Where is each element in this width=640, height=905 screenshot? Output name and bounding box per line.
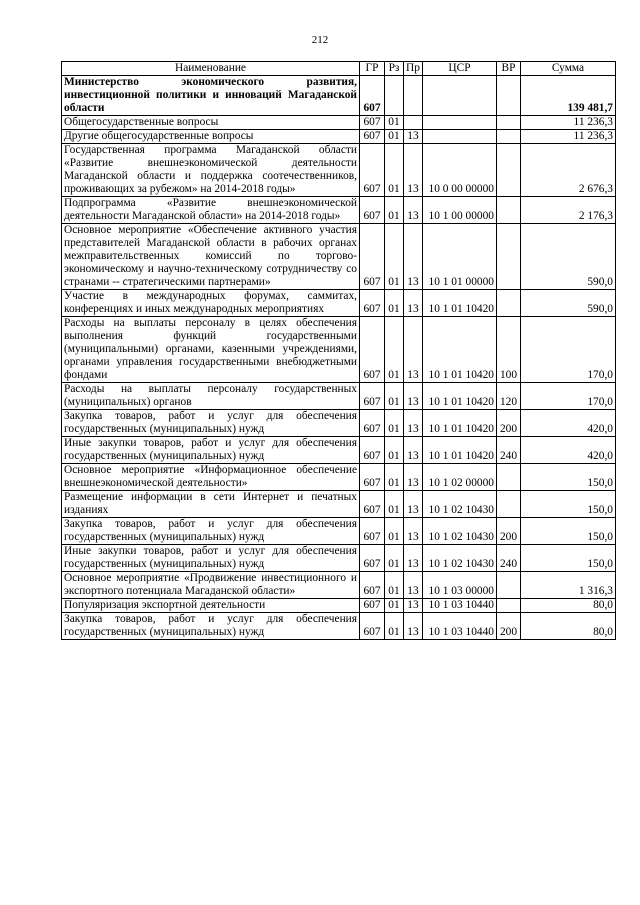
row-csr: 10 1 01 10420 — [423, 437, 497, 464]
row-rz: 01 — [385, 518, 404, 545]
row-sum: 2 676,3 — [521, 144, 616, 197]
row-rz: 01 — [385, 613, 404, 640]
row-gr: 607 — [360, 76, 385, 116]
row-csr: 10 1 01 10420 — [423, 410, 497, 437]
row-csr: 10 1 03 00000 — [423, 572, 497, 599]
table-row — [62, 464, 616, 491]
row-gr: 607 — [360, 410, 385, 437]
table-row — [62, 491, 616, 518]
row-csr: 10 1 01 10420 — [423, 317, 497, 383]
row-sum: 170,0 — [521, 383, 616, 410]
row-name: Расходы на выплаты персоналу государственных (муниципальных) органов — [62, 383, 360, 410]
header-pr: Пр — [404, 62, 423, 76]
row-rz: 01 — [385, 464, 404, 491]
row-sum: 150,0 — [521, 491, 616, 518]
row-rz: 01 — [385, 317, 404, 383]
row-name: Основное мероприятие «Информационное обеспечение внешнеэкономической деятельности» — [62, 464, 360, 491]
row-vr: 200 — [497, 410, 521, 437]
row-pr: 13 — [404, 290, 423, 317]
table-row — [62, 518, 616, 545]
row-csr: 10 1 02 10430 — [423, 518, 497, 545]
row-name: Основное мероприятие «Продвижение инвестиционного и экспортного потенциала Магаданской области» — [62, 572, 360, 599]
row-csr: 10 1 00 00000 — [423, 197, 497, 224]
table-row — [62, 545, 616, 572]
row-vr: 240 — [497, 545, 521, 572]
row-gr: 607 — [360, 317, 385, 383]
row-vr — [497, 197, 521, 224]
row-gr: 607 — [360, 130, 385, 144]
row-sum: 590,0 — [521, 290, 616, 317]
row-csr — [423, 130, 497, 144]
row-csr: 10 0 00 00000 — [423, 144, 497, 197]
row-vr — [497, 572, 521, 599]
header-vr: ВР — [497, 62, 521, 76]
row-sum: 150,0 — [521, 518, 616, 545]
row-vr — [497, 224, 521, 290]
row-name: Размещение информации в сети Интернет и печатных изданиях — [62, 491, 360, 518]
page-number: 212 — [311, 34, 329, 46]
row-pr: 13 — [404, 383, 423, 410]
row-vr — [497, 599, 521, 613]
row-rz: 01 — [385, 116, 404, 130]
row-pr: 13 — [404, 599, 423, 613]
row-rz: 01 — [385, 197, 404, 224]
table-row — [62, 599, 616, 613]
row-csr: 10 1 03 10440 — [423, 613, 497, 640]
row-gr: 607 — [360, 518, 385, 545]
row-gr: 607 — [360, 197, 385, 224]
row-csr: 10 1 01 10420 — [423, 383, 497, 410]
row-sum: 170,0 — [521, 317, 616, 383]
row-name: Закупка товаров, работ и услуг для обеспечения государственных (муниципальных) нужд — [62, 613, 360, 640]
row-name: Государственная программа Магаданской области «Развитие внешнеэкономической деятельности Магаданской области и поддержка соотечественников, проживающих за рубежом» на 2014-2018 годы» — [62, 144, 360, 197]
table-row — [62, 197, 616, 224]
row-csr — [423, 116, 497, 130]
row-pr: 13 — [404, 464, 423, 491]
header-name: Наименование — [62, 62, 360, 76]
row-vr — [497, 76, 521, 116]
row-gr: 607 — [360, 224, 385, 290]
row-vr — [497, 116, 521, 130]
row-sum: 80,0 — [521, 599, 616, 613]
row-name: Закупка товаров, работ и услуг для обеспечения государственных (муниципальных) нужд — [62, 518, 360, 545]
row-pr: 13 — [404, 613, 423, 640]
row-gr: 607 — [360, 437, 385, 464]
row-gr: 607 — [360, 572, 385, 599]
row-sum: 11 236,3 — [521, 130, 616, 144]
row-rz: 01 — [385, 383, 404, 410]
row-vr: 200 — [497, 613, 521, 640]
row-name: Основное мероприятие «Обеспечение активного участия представителей Магаданской области в рабочих органах межправительственных комиссий по торгово-экономическому и научно-техническому сотрудничеству со странами -- стратегическими партнерами» — [62, 224, 360, 290]
row-sum: 150,0 — [521, 545, 616, 572]
row-name: Другие общегосударственные вопросы — [62, 130, 360, 144]
row-vr: 120 — [497, 383, 521, 410]
header-sum: Сумма — [521, 62, 616, 76]
table-row — [62, 290, 616, 317]
row-pr — [404, 116, 423, 130]
row-pr: 13 — [404, 518, 423, 545]
row-rz: 01 — [385, 572, 404, 599]
row-name: Министерство экономического развития, инвестиционной политики и инноваций Магаданской области — [62, 76, 360, 116]
row-vr — [497, 290, 521, 317]
row-csr: 10 1 01 10420 — [423, 290, 497, 317]
table-row — [62, 130, 616, 144]
table-row — [62, 224, 616, 290]
row-gr: 607 — [360, 599, 385, 613]
row-pr: 13 — [404, 572, 423, 599]
budget-table — [61, 61, 616, 640]
table-row — [62, 437, 616, 464]
table-row — [62, 572, 616, 599]
row-vr: 200 — [497, 518, 521, 545]
row-name: Участие в международных форумах, саммитах, конференциях и иных международных мероприятиях — [62, 290, 360, 317]
row-gr: 607 — [360, 290, 385, 317]
row-pr: 13 — [404, 144, 423, 197]
row-vr — [497, 464, 521, 491]
row-sum: 590,0 — [521, 224, 616, 290]
row-sum: 420,0 — [521, 437, 616, 464]
row-pr: 13 — [404, 130, 423, 144]
row-name: Закупка товаров, работ и услуг для обеспечения государственных (муниципальных) нужд — [62, 410, 360, 437]
row-gr: 607 — [360, 545, 385, 572]
table-row — [62, 410, 616, 437]
table-row — [62, 144, 616, 197]
row-vr: 100 — [497, 317, 521, 383]
row-pr: 13 — [404, 224, 423, 290]
row-rz: 01 — [385, 410, 404, 437]
row-csr: 10 1 02 00000 — [423, 464, 497, 491]
row-gr: 607 — [360, 383, 385, 410]
table-row — [62, 116, 616, 130]
row-gr: 607 — [360, 491, 385, 518]
row-csr: 10 1 01 00000 — [423, 224, 497, 290]
row-pr: 13 — [404, 197, 423, 224]
header-row — [62, 62, 616, 76]
header-csr: ЦСР — [423, 62, 497, 76]
row-pr: 13 — [404, 491, 423, 518]
table-row — [62, 317, 616, 383]
row-pr: 13 — [404, 410, 423, 437]
row-pr: 13 — [404, 437, 423, 464]
row-sum: 420,0 — [521, 410, 616, 437]
row-csr — [423, 76, 497, 116]
row-gr: 607 — [360, 464, 385, 491]
row-rz — [385, 76, 404, 116]
row-name: Общегосударственные вопросы — [62, 116, 360, 130]
row-rz: 01 — [385, 290, 404, 317]
header-rz: Рз — [385, 62, 404, 76]
row-vr — [497, 130, 521, 144]
table-row — [62, 613, 616, 640]
row-rz: 01 — [385, 437, 404, 464]
row-sum: 150,0 — [521, 464, 616, 491]
row-pr: 13 — [404, 317, 423, 383]
row-sum: 11 236,3 — [521, 116, 616, 130]
row-gr: 607 — [360, 116, 385, 130]
row-csr: 10 1 03 10440 — [423, 599, 497, 613]
row-rz: 01 — [385, 224, 404, 290]
header-gr: ГР — [360, 62, 385, 76]
row-sum: 1 316,3 — [521, 572, 616, 599]
row-rz: 01 — [385, 599, 404, 613]
row-sum: 2 176,3 — [521, 197, 616, 224]
table-row — [62, 76, 616, 116]
row-csr: 10 1 02 10430 — [423, 491, 497, 518]
row-name: Популяризация экспортной деятельности — [62, 599, 360, 613]
row-name: Подпрограмма «Развитие внешнеэкономической деятельности Магаданской области» на 2014-2018 годы» — [62, 197, 360, 224]
row-vr: 240 — [497, 437, 521, 464]
row-gr: 607 — [360, 144, 385, 197]
row-rz: 01 — [385, 491, 404, 518]
row-vr — [497, 144, 521, 197]
row-name: Иные закупки товаров, работ и услуг для обеспечения государственных (муниципальных) нужд — [62, 437, 360, 464]
row-vr — [497, 491, 521, 518]
row-pr — [404, 76, 423, 116]
row-pr: 13 — [404, 545, 423, 572]
row-name: Расходы на выплаты персоналу в целях обеспечения выполнения функций государственными (муниципальными) органами, казенными учреждениями, органами управления государственными внебюджетными фондами — [62, 317, 360, 383]
row-csr: 10 1 02 10430 — [423, 545, 497, 572]
row-rz: 01 — [385, 545, 404, 572]
table-row — [62, 383, 616, 410]
row-sum: 139 481,7 — [521, 76, 616, 116]
row-name: Иные закупки товаров, работ и услуг для обеспечения государственных (муниципальных) нужд — [62, 545, 360, 572]
row-rz: 01 — [385, 144, 404, 197]
row-rz: 01 — [385, 130, 404, 144]
row-sum: 80,0 — [521, 613, 616, 640]
row-gr: 607 — [360, 613, 385, 640]
